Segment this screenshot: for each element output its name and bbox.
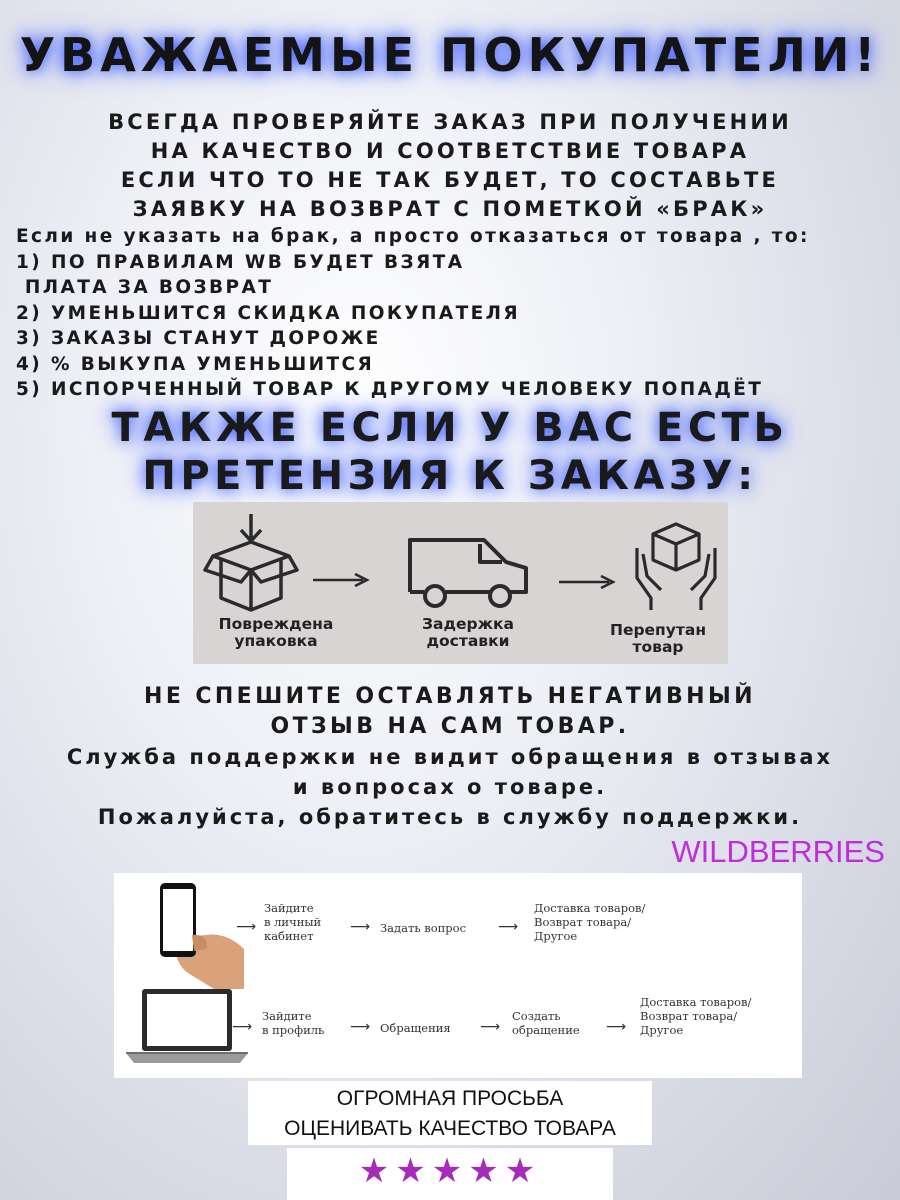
arrow-right-icon: ⟶ — [350, 1019, 371, 1035]
guide-phone-step2: Задать вопрос — [380, 921, 467, 935]
guide-text-line: Зайдите — [264, 901, 314, 915]
arrow-right-icon: ⟶ — [350, 919, 371, 935]
consequence-item: 3) ЗАКАЗЫ СТАНУТ ДОРОЖЕ — [16, 328, 381, 349]
claim-step-line: упаковка — [234, 632, 318, 650]
claim-step-line: Повреждена — [218, 615, 334, 633]
guide-phone-step3 — [534, 901, 645, 943]
arrow-right-icon: ⟶ — [606, 1019, 627, 1035]
star-icon: ★ — [431, 1151, 469, 1191]
consequence-item: 5) ИСПОРЧЕННЫЙ ТОВАР К ДРУГОМУ ЧЕЛОВЕКУ ПОПАДЁТ — [16, 379, 764, 400]
guide-text-line: в личный — [264, 915, 322, 929]
notice-line: ВСЕГДА ПРОВЕРЯЙТЕ ЗАКАЗ ПРИ ПОЛУЧЕНИИ — [108, 110, 792, 134]
review-notice-line: НЕ СПЕШИТЕ ОСТАВЛЯТЬ НЕГАТИВНЫЙ — [144, 684, 756, 709]
arrow-right-icon — [311, 572, 371, 588]
arrow-right-icon: ⟶ — [236, 919, 257, 935]
rating-request-line: ОЦЕНИВАТЬ КАЧЕСТВО ТОВАРА — [284, 1117, 616, 1140]
guide-text-line: Возврат товара/ — [640, 1009, 738, 1023]
review-notice-line: ОТЗЫВ НА САМ ТОВАР. — [270, 714, 630, 739]
consequence-item: 2) УМЕНЬШИТСЯ СКИДКА ПОКУПАТЕЛЯ — [16, 302, 521, 324]
hands-box-icon — [629, 518, 723, 612]
review-notice-line: и вопросах о товаре. — [292, 775, 608, 799]
guide-laptop-step3 — [512, 1009, 580, 1037]
claim-types-card — [193, 502, 728, 664]
guide-text-line: Другое — [640, 1023, 684, 1037]
claim-heading-line: ТАКЖЕ ЕСЛИ У ВАС ЕСТЬ — [111, 405, 789, 451]
star-icon: ★ — [504, 1151, 542, 1191]
guide-text-line: Возврат товара/ — [534, 915, 632, 929]
claim-step-line: товар — [632, 638, 684, 656]
guide-phone-step1 — [264, 901, 321, 943]
guide-laptop-step1 — [262, 1009, 324, 1037]
smartphone-icon — [154, 877, 244, 989]
rating-request — [248, 1081, 652, 1145]
guide-text-line: Доставка товаров/ — [640, 995, 752, 1009]
rating-request-line: ОГРОМНАЯ ПРОСЬБА — [336, 1087, 564, 1110]
five-star-rating — [287, 1148, 613, 1200]
consequences-intro: Если не указать на брак, а просто отказаться от товара , то: — [16, 226, 810, 247]
review-notice-line: Пожалуйста, обратитесь в службу поддержки. — [97, 805, 803, 829]
open-box-icon — [201, 510, 301, 615]
consequence-item: 1) ПО ПРАВИЛАМ WB БУДЕТ ВЗЯТА — [16, 251, 465, 273]
arrow-right-icon: ⟶ — [480, 1019, 501, 1035]
page-title: УВАЖАЕМЫЕ ПОКУПАТЕЛИ! — [19, 28, 881, 82]
claim-step-line: Перепутан — [609, 621, 707, 639]
star-icon: ★ — [468, 1151, 505, 1191]
guide-laptop-step2: Обращения — [380, 1021, 451, 1035]
arrow-right-icon — [557, 574, 617, 590]
guide-text-line: Зайдите — [262, 1009, 312, 1023]
guide-laptop-step4 — [640, 995, 751, 1037]
notice-line: ЕСЛИ ЧТО ТО НЕ ТАК БУДЕТ, ТО СОСТАВЬТЕ — [120, 168, 780, 192]
claim-step-wrong-item — [593, 622, 723, 656]
claim-step-line: Задержка — [421, 615, 514, 633]
guide-text-line: Другое — [534, 929, 578, 943]
refusal-consequences — [16, 224, 896, 403]
consequence-item: 4) % ВЫКУПА УМЕНЬШИТСЯ — [16, 353, 375, 375]
check-order-notice — [0, 108, 900, 224]
notice-line: ЗАЯВКУ НА ВОЗВРАТ С ПОМЕТКОЙ «БРАК» — [132, 197, 768, 221]
review-notice — [0, 682, 900, 832]
review-notice-line: Служба поддержки не видит обращения в отзывах — [66, 745, 834, 769]
claim-heading-line: ПРЕТЕНЗИЯ К ЗАКАЗУ: — [142, 453, 758, 499]
guide-text-line: кабинет — [264, 929, 314, 943]
guide-text-line: в профиль — [262, 1023, 325, 1037]
claim-step-line: доставки — [426, 632, 510, 650]
arrow-right-icon: ⟶ — [498, 919, 519, 935]
star-icon: ★ — [358, 1151, 396, 1191]
delivery-van-icon — [406, 534, 532, 612]
notice-line: НА КАЧЕСТВО И СООТВЕТСТВИЕ ТОВАРА — [150, 139, 750, 163]
arrow-right-icon: ⟶ — [232, 1019, 253, 1035]
guide-text-line: Доставка товаров/ — [534, 901, 646, 915]
guide-text-line: обращение — [512, 1023, 580, 1037]
consequence-item: ПЛАТА ЗА ВОЗВРАТ — [16, 277, 274, 298]
claim-heading — [0, 404, 900, 500]
star-icon: ★ — [395, 1151, 432, 1191]
claim-step-delivery-delay — [393, 616, 543, 650]
guide-text-line: Создать — [512, 1009, 561, 1023]
support-guide-card — [114, 873, 802, 1078]
wildberries-logo: WILDBERRIES — [671, 834, 885, 869]
claim-step-damaged-package — [201, 616, 351, 650]
